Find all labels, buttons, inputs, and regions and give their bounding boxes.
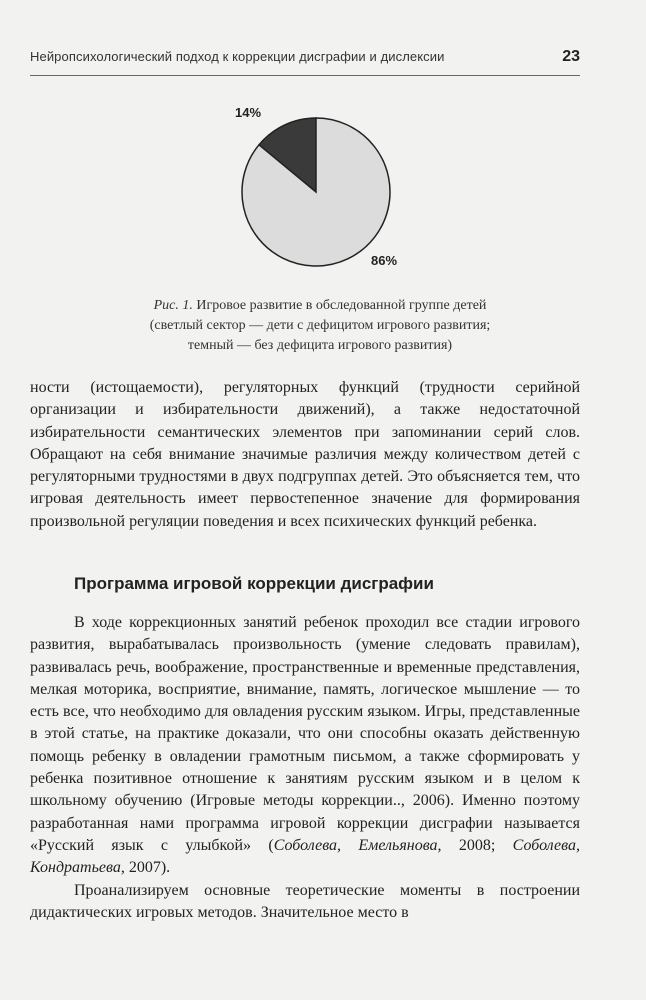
paragraph-2 [30, 612, 580, 924]
caption-line-2: (светлый сектор — дети с дефицитом игрового развития; [149, 318, 491, 333]
paragraph-2-part-2: , 2008; [437, 836, 513, 854]
paragraph-2-text [30, 612, 580, 880]
paragraph-1 [30, 377, 580, 533]
paragraph-2-part-3: , 2007). [120, 859, 171, 877]
figure-caption [60, 296, 580, 356]
paragraph-3-text: Проанализируем основные теоретические моменты в построении дидактических игровых методов. Значительное место в [30, 881, 580, 921]
running-title: Нейропсихологический подход к коррекции дисграфии и дислексии [30, 49, 445, 64]
caption-line-3: темный — без дефицита игрового развития) [187, 338, 453, 353]
header-rule [30, 75, 580, 76]
paragraph-1-text: ности (истощаемости), регуляторных функций (трудности серийной организации и избирательности движений), а также недостаточной избирательности семантических элементов при запоминании серий слов. Обращают на себя внимание значимые различия между количеством детей с регуляторными трудностями в двух подгруппах детей. Это объясняется тем, что игровая деятельность имеет первостепенное значение для формирования произвольной регуляции поведения и всех психических функций ребенка. [30, 379, 580, 530]
page-number: 23 [562, 48, 580, 65]
pie-slices [242, 118, 390, 266]
pie-chart [220, 100, 410, 285]
page-header [30, 48, 580, 66]
pie-label-light: 86% [370, 253, 398, 268]
caption-text-1: Игровое развитие в обследованной группе детей [192, 298, 487, 313]
paragraph-2-part-1: В ходе коррекционных занятий ребенок проходил все стадии игрового развития, вырабатывалась произвольность (умение следовать правилам), развивалась речь, воображение, пространственные и временные представления, мелкая моторика, восприятие, внимание, память, логическое мышление — то есть все, что необходимо для овладения русским языком. Игры, представленные в этой статье, на практике доказали, что они способны оказать действенную помощь ребенку в овладении грамотным письмом, а также сформировать у ребенка позитивное отношение к занятиям русским языком и в целом к школьному обучению (Игровые методы коррекции.., 2006). Именно поэтому разработанная нами программа игровой коррекции дисграфии называется «Русский язык с улыбкой» ( [30, 614, 580, 854]
citation-1: Соболева, Емельянова [273, 836, 438, 854]
caption-label: Рис. 1. [153, 298, 193, 313]
citation-2: Соболева, Кондратьева [30, 836, 580, 877]
section-heading: Программа игровой коррекции дисграфии [74, 574, 434, 593]
pie-label-dark: 14% [234, 105, 262, 120]
caption-line-1 [60, 296, 580, 316]
